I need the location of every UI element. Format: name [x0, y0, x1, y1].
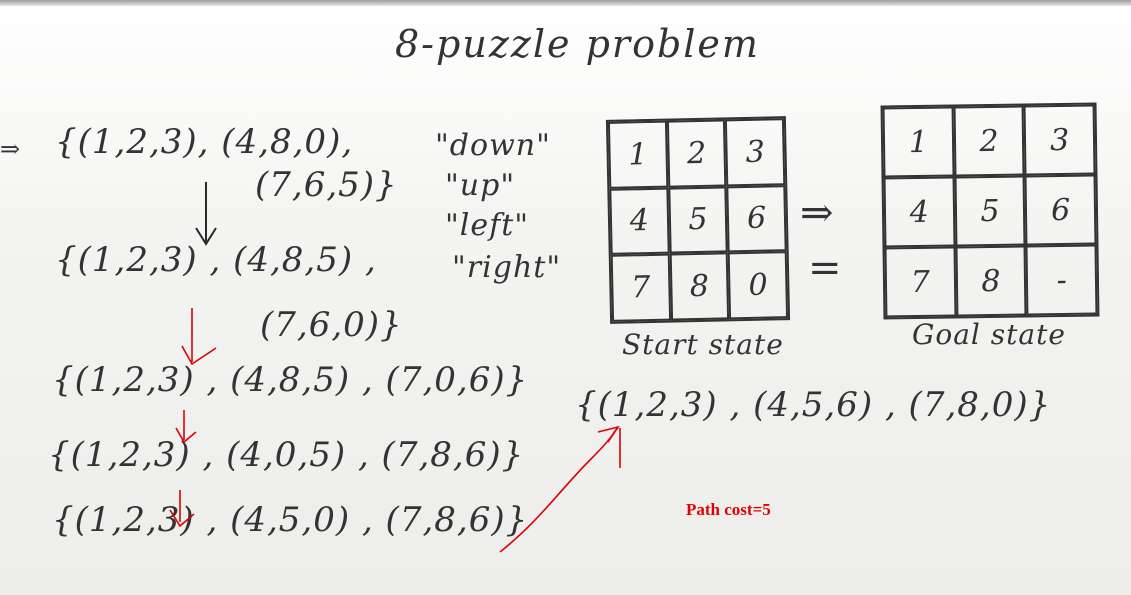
goal-cell: 3 [1024, 105, 1096, 176]
start-cell: 2 [667, 119, 727, 187]
red-down-arrow-3 [170, 490, 194, 526]
start-cell: 0 [728, 251, 788, 319]
move-up: "up" [445, 168, 516, 203]
red-curve-to-goal-arrow [500, 427, 620, 552]
page-title: 8-puzzle problem [395, 22, 760, 66]
start-cell: 3 [725, 118, 785, 186]
red-down-arrow-2 [176, 410, 196, 442]
path-cost-label: Path cost=5 [686, 500, 771, 519]
start-cell: 5 [668, 186, 728, 254]
implies-arrow-left: ⇒ [0, 135, 22, 163]
goal-cell: 6 [1025, 175, 1097, 246]
start-state-label: Start state [622, 328, 784, 361]
move-left: "left" [445, 208, 530, 243]
goal-cell: 5 [954, 176, 1026, 247]
start-cell: 7 [611, 254, 671, 322]
goal-cell: 1 [883, 107, 955, 178]
implies-arrow: ⇒ [800, 190, 835, 236]
state-1-line-1: {(1,2,3), (4,8,0), [55, 122, 354, 162]
state-4: {(1,2,3) , (4,0,5) , (7,8,6)} [48, 435, 525, 475]
move-right: "right" [452, 250, 562, 285]
goal-cell: 2 [953, 106, 1025, 177]
equals-sign: = [808, 245, 843, 291]
start-cell: 4 [609, 187, 669, 255]
solution-state: {(1,2,3) , (4,5,6) , (7,8,0)} [575, 385, 1052, 425]
start-cell: 1 [608, 121, 668, 189]
state-2-line-1: {(1,2,3) , (4,8,5) , [55, 240, 377, 280]
state-3: {(1,2,3) , (4,8,5) , (7,0,6)} [52, 360, 529, 400]
goal-cell: - [1026, 245, 1098, 316]
goal-cell: 8 [955, 246, 1027, 317]
state-1-line-2: (7,6,5)} [255, 165, 398, 205]
start-cell: 8 [669, 253, 729, 321]
goal-state-label: Goal state [912, 318, 1066, 351]
move-down: "down" [435, 128, 551, 163]
start-cell: 6 [727, 185, 787, 253]
state-2-line-2: (7,6,0)} [260, 305, 403, 345]
black-down-arrow [196, 182, 216, 244]
goal-cell: 4 [884, 176, 956, 247]
goal-cell: 7 [884, 246, 956, 317]
state-5: {(1,2,3) , (4,5,0) , (7,8,6)} [52, 500, 529, 540]
red-down-arrow-1 [182, 308, 216, 364]
